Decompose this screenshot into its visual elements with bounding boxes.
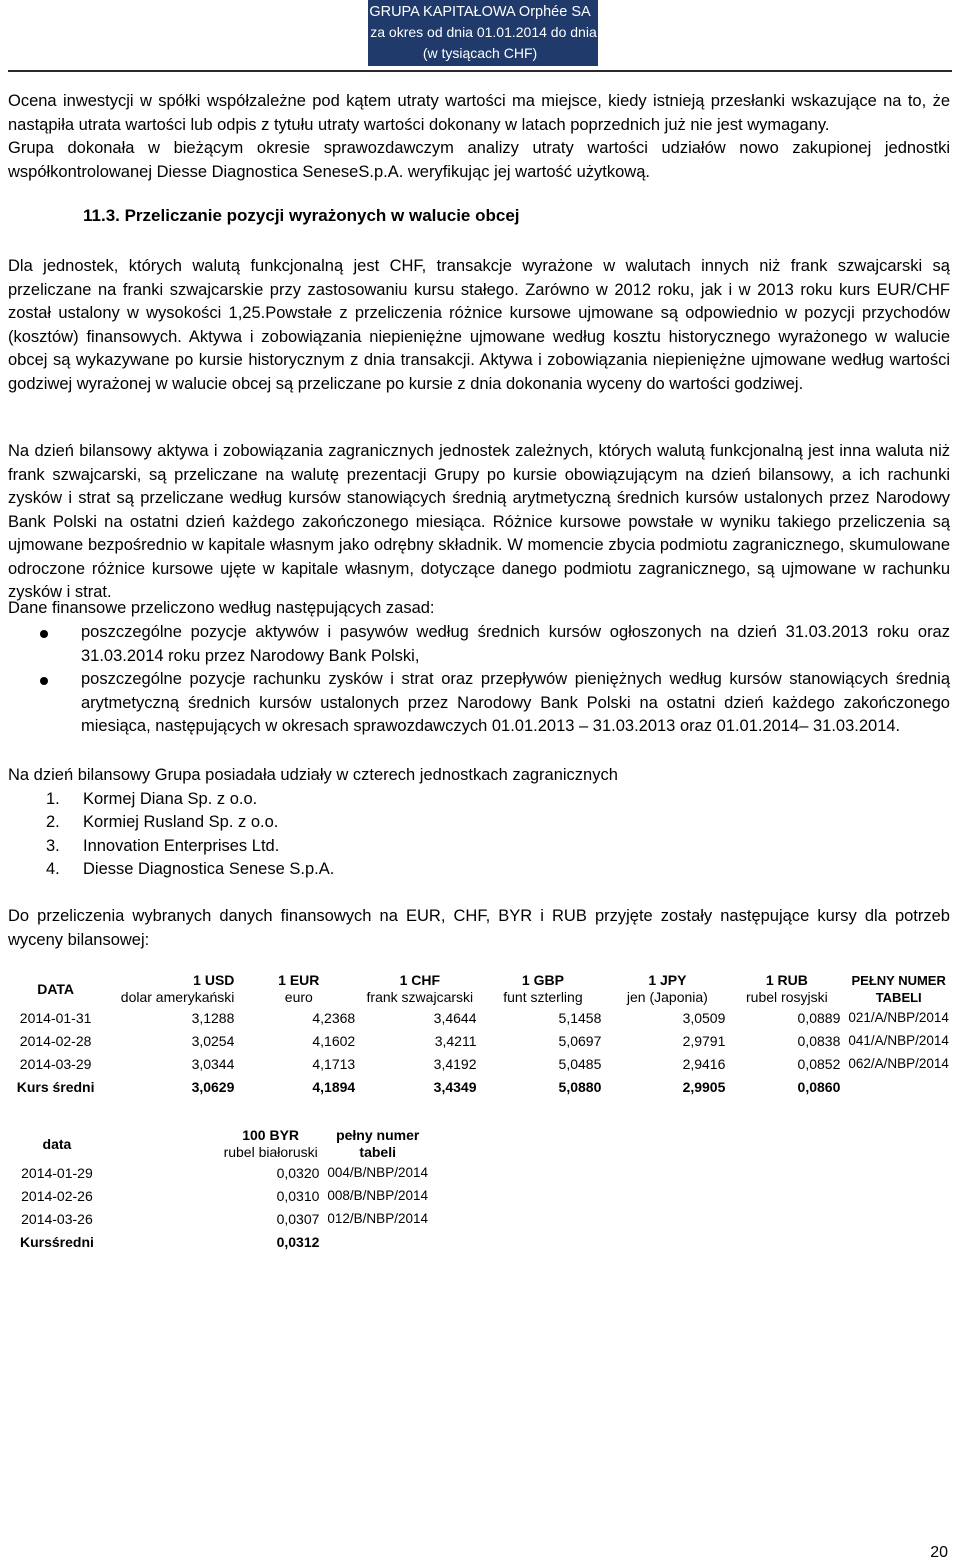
column-header: 100 BYR rubel białoruski: [223, 1127, 318, 1160]
section-paragraph-3: Dane finansowe przeliczono według następujących zasad:: [8, 599, 435, 617]
column-header: data: [42, 1135, 72, 1152]
section-paragraph-1: Dla jednostek, których walutą funkcjonalną jest CHF, transakcje wyrażone w walutach innych niż frank szwajcarski są przeliczane na franki szwajcarskie przy zastosowaniu kursu stałego. Zarówno w 2012 roku, jak i w 2013 roku kurs EUR/CHF został ustalony w wysokości 1,25.Powstałe z przeliczenia różnice kursowe ujmowane są odpowiednio w pozycji przychodów (kosztów) finansowych. Aktywa i zobowiązania niepieniężne ujmowane według kosztu historycznego wyrażonego w walucie obcej są wykazywane po kursie historycznym z dnia transakcji. Aktywa i zobowiązania niepieniężne ujmowane według wartości godziwej wyrażonej w walucie obcej są przeliczane po kursie z dnia dokonania wyceny do wartości godziwej.: [8, 257, 950, 393]
section-title: [8, 204, 950, 228]
list-item: poszczególne pozycje rachunku zysków i strat oraz przepływów pieniężnych według kursów stanowiących średnią arytmetyczną średnich kursów ustalonych przez Narodowy Bank Polski na ostatni dzień każdego zakończonego miesiąca, następujących w okresach sprawozdawczych 01.01.2013 – 31.03.2013 oraz 01.01.2014– 31.03.2014.: [8, 668, 950, 739]
byr-rates-table: [12, 1127, 432, 1253]
table-row: 2014-03-26 0,0307 012/B/NBP/2014: [21, 1210, 428, 1227]
table-row: 2014-01-29 0,0320 004/B/NBP/2014: [21, 1164, 428, 1181]
column-header: PEŁNY NUMER TABELI: [851, 973, 946, 1005]
list-item: 2. Kormiej Rusland Sp. z o.o.: [46, 813, 279, 831]
column-header: 1 RUB rubel rosyjski: [746, 972, 828, 1005]
report-title: Kwartalne Skonsolidowane Sprawozdanie Finansowe za okres od dnia 01.01.2014 do dnia 31.03.2014 zawierające skrócone dane jednostkowe: [34, 24, 926, 40]
rules-list-block: [8, 621, 950, 739]
entities-list: [8, 788, 950, 882]
section-heading: 11.3. Przeliczanie pozycji wyrażonych w walucie obcej: [83, 206, 520, 225]
list-item: 1. Kormej Diana Sp. z o.o.: [46, 789, 258, 808]
intro-block: [8, 90, 950, 184]
bullet-icon: [40, 677, 48, 685]
table-header-row: [12, 1127, 432, 1161]
section-paragraph-5: Do przeliczenia wybranych danych finansowych na EUR, CHF, BYR i RUB przyjęte zostały następujące kursy dla potrzeb wyceny bilansowej:: [8, 907, 950, 949]
intro-paragraph-1: Ocena inwestycji w spółki współzależne pod kątem utraty wartości ma miejsce, kiedy istnieją przesłanki wskazujące na to, że nastąpiła utrata wartości lub odpis z tytułu utraty wartości dokonany w latach poprzednich już nie jest wymagany.: [8, 92, 950, 134]
list-item: 3. Innovation Enterprises Ltd.: [46, 836, 280, 855]
bullet-icon: [40, 630, 48, 638]
page-number: 20: [930, 1544, 948, 1561]
company-name: GRUPA KAPITAŁOWA Orphée SA: [369, 4, 591, 20]
section-paragraph-4: Na dzień bilansowy Grupa posiadała udziały w czterech jednostkach zagranicznych: [8, 766, 618, 784]
column-header: 1 GBP funt szterling: [503, 972, 583, 1005]
section-paragraph-4-block: [8, 764, 950, 882]
column-header: 1 EUR euro: [278, 972, 320, 1005]
table-average-row: Kursśredni 0,0312: [19, 1233, 320, 1250]
section-paragraph-2-block: [8, 440, 950, 605]
report-header: [0, 0, 960, 66]
rules-list: [8, 621, 950, 739]
table-header-row: [8, 972, 953, 1006]
intro-paragraph-2: Grupa dokonała w bieżącym okresie sprawozdawczym analizy utraty wartości udziałów nowo zakupionej jednostki współkontrolowanej Diesse Diagnostica SeneseS.p.A. weryfikując jej wartość użytkową.: [8, 139, 950, 181]
section-paragraph-2: Na dzień bilansowy aktywa i zobowiązania zagranicznych jednostek zależnych, których walutą funkcjonalną jest inna waluta niż frank szwajcarski, są przeliczane na walutę prezentacji Grupy po kursie obowiązującym na dzień bilansowy, a ich rachunki zysków i strat są przeliczane według kursów stanowiących średnią arytmetyczną średnich kursów ustalonych przez Narodowy Bank Polski na ostatni dzień każdego zakończonego miesiąca. Różnice kursowe powstałe w wyniku takiego przeliczenia są ujmowane bezpośrednio w kapitale własnym jako odrębny składnik. W momencie zbycia podmiotu zagranicznego, skumulowane odroczone różnice kursowe ujęte w kapitale własnym, dotyczące danego podmiotu zagranicznego, są ujmowane w rachunku zysków i strat.: [8, 442, 950, 601]
column-header: 1 USD dolar amerykański: [120, 972, 235, 1005]
exchange-rates-table: [8, 972, 953, 1098]
column-header: pełny numer tabeli: [336, 1127, 420, 1160]
table-row: 2014-02-28 3,0254 4,1602 3,4211 5,0697 2,9791 0,0838 041/A/NBP/2014: [19, 1032, 949, 1049]
table-average-row: Kurs średni 3,0629 4,1894 3,4349 5,0880 2,9905 0,0860: [16, 1078, 841, 1095]
table-row: 2014-02-26 0,0310 008/B/NBP/2014: [21, 1187, 428, 1204]
section-paragraph-1-block: [8, 255, 950, 396]
section-paragraph-5-block: [8, 905, 950, 952]
column-header: 1 CHF frank szwajcarski: [366, 972, 474, 1005]
list-item: 4. Diesse Diagnostica Senese S.p.A.: [46, 860, 335, 878]
table-row: 2014-03-29 3,0344 4,1713 3,4192 5,0485 2,9416 0,0852 062/A/NBP/2014: [19, 1055, 949, 1072]
table-row: 2014-01-31 3,1288 4,2368 3,4644 5,1458 3,0509 0,0889 021/A/NBP/2014: [19, 1009, 949, 1026]
column-header: DATA: [37, 980, 75, 997]
section-paragraph-3-block: [8, 597, 950, 621]
header-rule: [8, 70, 952, 72]
list-item: poszczególne pozycje aktywów i pasywów według średnich kursów ogłoszonych na dzień 31.03.2013 roku oraz 31.03.2014 roku przez Narodowy Bank Polski,: [8, 621, 950, 668]
column-header: 1 JPY jen (Japonia): [626, 972, 708, 1005]
report-units: (w tysiącach CHF): [422, 45, 538, 61]
